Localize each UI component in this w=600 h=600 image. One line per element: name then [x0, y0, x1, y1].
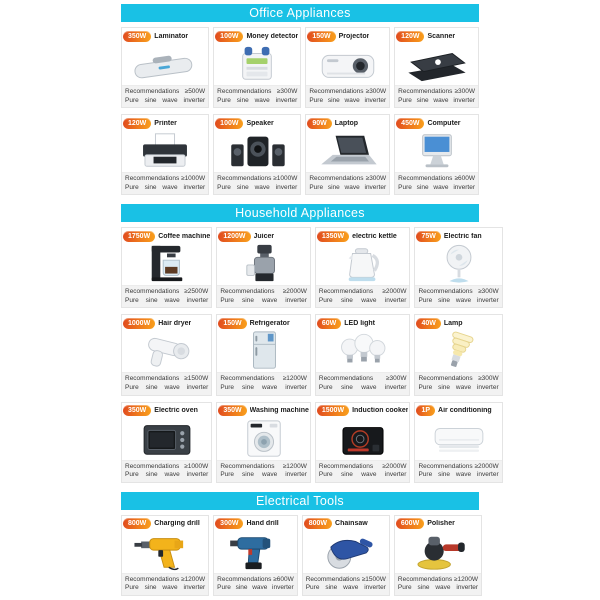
computer-icon — [395, 130, 478, 172]
recommendation-text: Recommendations ≥300W — [418, 375, 499, 383]
badge-row — [217, 403, 310, 418]
badge-row — [316, 228, 410, 243]
appliance-card — [414, 227, 502, 308]
air-conditioning-icon — [415, 418, 501, 460]
money-detector-icon — [214, 43, 300, 85]
power-badge: 100W — [215, 31, 243, 42]
hair-dryer-icon — [122, 330, 211, 372]
inverter-text: Pure sine wave inverter — [397, 584, 479, 592]
recommendation-footer — [415, 372, 501, 394]
badge-row — [415, 228, 501, 243]
appliance-name: Money detector — [246, 32, 299, 40]
recommendation-text: Recommendations ≥300W — [318, 375, 407, 383]
appliance-grid — [121, 227, 499, 482]
badge-row — [316, 315, 410, 330]
appliance-card — [121, 227, 212, 308]
appliance-card — [305, 27, 390, 108]
badge-row — [122, 403, 211, 418]
recommendation-footer — [214, 172, 300, 194]
appliance-section — [121, 4, 479, 195]
badge-row — [122, 516, 208, 531]
recommendation-footer — [316, 460, 410, 482]
recommendation-text: Recommendations ≥1200W — [125, 575, 206, 583]
appliance-card — [213, 515, 298, 596]
recommendation-text: Recommendations ≥1000W — [125, 462, 209, 470]
appliance-card — [121, 27, 209, 108]
power-badge: 90W — [307, 118, 331, 129]
power-chart — [121, 0, 499, 596]
appliance-card — [216, 227, 311, 308]
section-header: Office Appliances — [121, 4, 479, 22]
lamp-icon — [415, 330, 501, 372]
inverter-text: Pure sine wave inverter — [318, 296, 407, 304]
recommendation-text: Recommendations ≥2500W — [125, 288, 209, 296]
recommendation-footer — [316, 285, 410, 307]
appliance-card — [315, 314, 411, 395]
recommendation-text: Recommendations ≥300W — [217, 88, 298, 95]
badge-row — [395, 115, 478, 130]
scanner-icon — [395, 43, 478, 85]
recommendation-footer — [122, 285, 211, 307]
appliance-name: Hair dryer — [158, 319, 192, 327]
appliance-card — [302, 515, 390, 596]
badge-row — [122, 28, 208, 43]
recommendation-footer — [306, 172, 389, 194]
recommendation-text: Recommendations ≥2000W — [418, 462, 499, 470]
badge-row — [214, 28, 300, 43]
appliance-card — [121, 114, 209, 195]
appliance-name: Coffee machine — [158, 232, 211, 240]
charging-drill-icon — [122, 531, 208, 573]
polisher-icon — [395, 531, 481, 573]
electric-oven-icon — [122, 418, 211, 460]
power-badge: 1750W — [123, 231, 155, 242]
power-badge: 1350W — [317, 231, 349, 242]
printer-icon — [122, 130, 208, 172]
appliance-name: Washing machine — [249, 407, 309, 415]
recommendation-footer — [122, 372, 211, 394]
power-badge: 800W — [123, 518, 151, 529]
appliance-card — [414, 314, 502, 395]
recommendation-footer — [415, 460, 501, 482]
appliance-card — [121, 515, 209, 596]
appliance-name: Projector — [338, 32, 370, 40]
badge-row — [122, 228, 211, 243]
appliance-name: Printer — [154, 119, 177, 127]
appliance-name: LED light — [344, 319, 375, 327]
recommendation-footer — [316, 372, 410, 394]
inverter-text: Pure sine wave inverter — [318, 384, 407, 392]
appliance-name: Air conditioning — [438, 407, 492, 415]
recommendation-footer — [214, 573, 297, 595]
recommendation-text: Recommendations ≥2000W — [220, 288, 307, 296]
recommendation-text: Recommendations ≥1200W — [220, 375, 307, 383]
led-light-icon — [316, 330, 410, 372]
section-header: Household Appliances — [121, 204, 479, 222]
electric-kettle-icon — [316, 243, 410, 285]
power-badge: 60W — [317, 318, 341, 329]
electric-fan-icon — [415, 243, 501, 285]
inverter-text: Pure sine wave inverter — [125, 183, 206, 191]
recommendation-text: Recommendations ≥1500W — [125, 375, 209, 383]
power-badge: 1P — [416, 405, 435, 416]
inverter-text: Pure sine wave inverter — [220, 471, 307, 479]
induction-cooker-icon — [316, 418, 410, 460]
recommendation-text: Recommendations ≥300W — [309, 88, 387, 95]
appliance-card — [216, 402, 311, 483]
inverter-text: Pure sine wave inverter — [125, 471, 209, 479]
appliance-card — [121, 314, 212, 395]
appliance-card — [213, 114, 301, 195]
power-badge: 450W — [396, 118, 424, 129]
badge-row — [214, 516, 297, 531]
power-badge: 350W — [123, 405, 151, 416]
recommendation-footer — [122, 573, 208, 595]
appliance-name: Juicer — [253, 232, 275, 240]
recommendation-footer — [122, 85, 208, 107]
recommendation-text: Recommendations ≥1000W — [217, 175, 298, 183]
recommendation-text: Recommendations ≥2000W — [318, 288, 407, 296]
badge-row — [306, 28, 389, 43]
recommendation-text: Recommendations ≥1200W — [397, 575, 479, 583]
refrigerator-icon — [217, 330, 310, 372]
chainsaw-icon — [303, 531, 389, 573]
inverter-text: Pure sine wave inverter — [398, 96, 475, 104]
badge-row — [122, 115, 208, 130]
appliance-name: electric kettle — [352, 232, 397, 240]
inverter-text: Pure sine wave inverter — [125, 296, 209, 304]
inverter-text: Pure sine wave inverter — [217, 183, 298, 191]
appliance-name: Laminator — [154, 32, 189, 40]
recommendation-text: Recommendations ≥1000W — [125, 175, 206, 183]
recommendation-footer — [303, 573, 389, 595]
inverter-text: Pure sine wave inverter — [125, 584, 206, 592]
appliance-grid — [121, 515, 479, 596]
appliance-name: Electric oven — [154, 407, 198, 415]
recommendation-text: Recommendations ≥300W — [418, 288, 499, 296]
inverter-text: Pure sine wave inverter — [398, 183, 475, 191]
power-badge: 75W — [416, 231, 440, 242]
appliance-name: Computer — [427, 119, 461, 127]
inverter-text: Pure sine wave inverter — [418, 384, 499, 392]
appliance-card — [315, 227, 411, 308]
appliance-name: Refrigerator — [249, 319, 290, 327]
appliance-name: Scanner — [427, 32, 456, 40]
recommendation-text: Recommendations ≥500W — [125, 88, 206, 95]
appliance-name: Electric fan — [443, 232, 482, 240]
appliance-name: Laptop — [334, 119, 359, 127]
section-header: Electrical Tools — [121, 492, 479, 510]
recommendation-footer — [217, 285, 310, 307]
recommendation-text: Recommendations ≥1200W — [220, 462, 307, 470]
appliance-card — [216, 314, 311, 395]
appliance-grid — [121, 27, 479, 195]
inverter-text: Pure sine wave inverter — [318, 471, 407, 479]
appliance-card — [213, 27, 301, 108]
badge-row — [395, 28, 478, 43]
laptop-icon — [306, 130, 389, 172]
power-badge: 1000W — [123, 318, 155, 329]
juicer-icon — [217, 243, 310, 285]
recommendation-footer — [122, 172, 208, 194]
inverter-text: Pure sine wave inverter — [418, 296, 499, 304]
recommendation-footer — [122, 460, 211, 482]
appliance-section — [121, 204, 499, 482]
recommendation-footer — [395, 172, 478, 194]
badge-row — [306, 115, 389, 130]
speaker-icon — [214, 130, 300, 172]
power-badge: 120W — [123, 118, 151, 129]
badge-row — [303, 516, 389, 531]
appliance-section — [121, 492, 479, 596]
recommendation-footer — [395, 573, 481, 595]
power-badge: 300W — [215, 518, 243, 529]
recommendation-text: Recommendations ≥600W — [217, 575, 294, 583]
recommendation-text: Recommendations ≥300W — [309, 175, 387, 183]
inverter-text: Pure sine wave inverter — [220, 384, 307, 392]
appliance-card — [121, 402, 212, 483]
power-badge: 1500W — [317, 405, 349, 416]
appliance-name: Polisher — [427, 520, 455, 528]
badge-row — [415, 403, 501, 418]
appliance-card — [305, 114, 390, 195]
recommendation-footer — [217, 372, 310, 394]
badge-row — [316, 403, 410, 418]
power-badge: 350W — [218, 405, 246, 416]
recommendation-footer — [415, 285, 501, 307]
appliance-name: Hand drill — [246, 520, 279, 528]
power-badge: 1200W — [218, 231, 250, 242]
recommendation-footer — [395, 85, 478, 107]
badge-row — [217, 315, 310, 330]
projector-icon — [306, 43, 389, 85]
inverter-text: Pure sine wave inverter — [125, 96, 206, 104]
appliance-name: Charging drill — [154, 520, 200, 528]
power-badge: 150W — [218, 318, 246, 329]
appliance-card — [394, 114, 479, 195]
washing-machine-icon — [217, 418, 310, 460]
hand-drill-icon — [214, 531, 297, 573]
appliance-name: Chainsaw — [335, 520, 368, 528]
recommendation-footer — [217, 460, 310, 482]
inverter-text: Pure sine wave inverter — [220, 296, 307, 304]
power-badge: 150W — [307, 31, 335, 42]
appliance-name: Lamp — [443, 319, 463, 327]
recommendation-text: Recommendations ≥1500W — [305, 575, 386, 583]
power-badge: 350W — [123, 31, 151, 42]
recommendation-footer — [214, 85, 300, 107]
coffee-machine-icon — [122, 243, 211, 285]
appliance-card — [414, 402, 502, 483]
inverter-text: Pure sine wave inverter — [217, 96, 298, 104]
inverter-text: Pure sine wave inverter — [217, 584, 294, 592]
power-badge: 40W — [416, 318, 440, 329]
badge-row — [122, 315, 211, 330]
recommendation-text: Recommendations ≥300W — [398, 88, 475, 95]
recommendation-text: Recommendations ≥600W — [398, 175, 475, 183]
appliance-name: Speaker — [246, 119, 274, 127]
appliance-name: Induction cooker — [352, 407, 409, 415]
inverter-text: Pure sine wave inverter — [305, 584, 386, 592]
badge-row — [214, 115, 300, 130]
inverter-text: Pure sine wave inverter — [418, 471, 499, 479]
badge-row — [217, 228, 310, 243]
appliance-card — [315, 402, 411, 483]
appliance-card — [394, 515, 482, 596]
badge-row — [395, 516, 481, 531]
inverter-text: Pure sine wave inverter — [309, 96, 387, 104]
laminator-icon — [122, 43, 208, 85]
power-badge: 100W — [215, 118, 243, 129]
inverter-text: Pure sine wave inverter — [125, 384, 209, 392]
recommendation-text: Recommendations ≥2000W — [318, 462, 407, 470]
power-badge: 800W — [304, 518, 332, 529]
inverter-text: Pure sine wave inverter — [309, 183, 387, 191]
recommendation-footer — [306, 85, 389, 107]
power-badge: 600W — [396, 518, 424, 529]
power-badge: 120W — [396, 31, 424, 42]
badge-row — [415, 315, 501, 330]
appliance-card — [394, 27, 479, 108]
